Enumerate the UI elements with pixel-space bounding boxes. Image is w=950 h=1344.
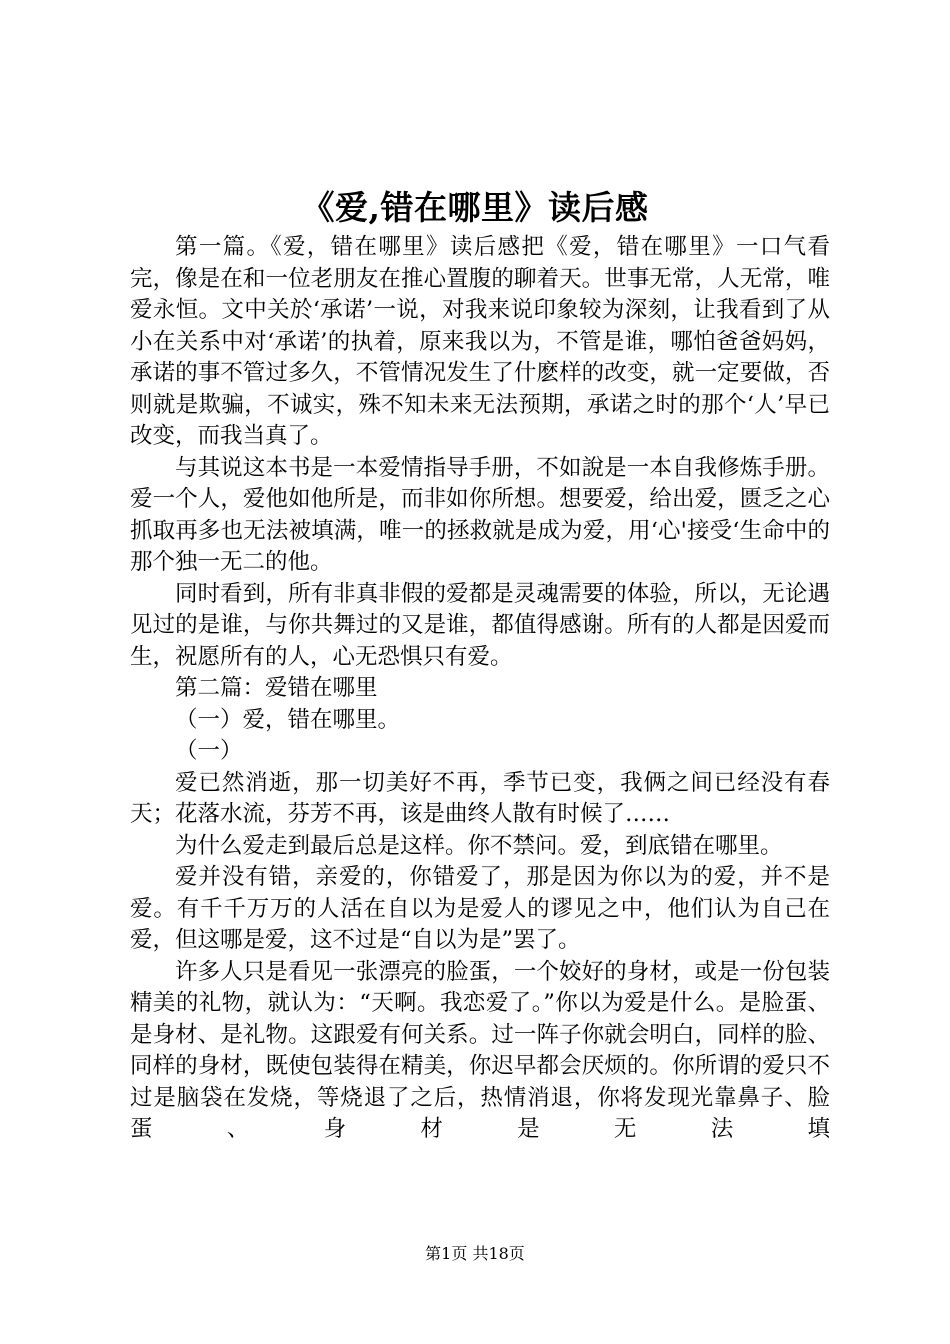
paragraph: 同时看到，所有非真非假的爱都是灵魂需要的体验，所以，无论遇见过的是谁，与你共舞过的又是谁，都值得感谢。所有的人都是因爱而生，祝愿所有的人，心无恐惧只有爱。 bbox=[130, 580, 830, 670]
subsection-heading: （一）爱，错在哪里。 bbox=[175, 706, 401, 733]
document-title: 《爱,错在哪里》读后感 bbox=[301, 188, 649, 227]
section-heading: 第二篇：爱错在哪里 bbox=[175, 675, 378, 701]
page-footer: 第1页 共18页 bbox=[425, 1244, 525, 1263]
paragraph: 与其说这本书是一本爱情指导手册，不如說是一本自我修炼手册。爱一个人，爱他如他所是，而非如你所想。想要爱，给出爱，匮乏之心抓取再多也无法被填满，唯一的拯救就是成为爱，用‘心'接受‘生命中的那个独一无二的他。 bbox=[130, 454, 830, 575]
paragraph: 爱并没有错，亲爱的，你错爱了，那是因为你以为的爱，并不是爱。有千千万万的人活在自以为是爱人的谬见之中，他们认为自己在爱，但这哪是爱，这不过是“自以为是”罢了。 bbox=[130, 864, 830, 953]
paragraph: 第一篇。《爱，错在哪里》读后感把《爱，错在哪里》一口气看完，像是在和一位老朋友在推心置腹的聊着天。世事无常，人无常，唯爱永恒。文中关於‘承诺’一说，对我来说印象较为深刻，让我看到了从小在关系中对‘承诺’的执着，原来我以为，不管是谁，哪怕爸爸妈妈，承诺的事不管过多久，不管情况发生了什麽样的改变，就一定要做，否则就是欺骗，不诚实，殊不知未来无法预期，承诺之时的那个‘人’早已改变，而我当真了。 bbox=[130, 234, 830, 449]
paragraph: 爱已然消逝，那一切美好不再，季节已变，我俩之间已经没有春天；花落水流，芬芳不再，该是曲终人散有时候了…… bbox=[130, 769, 830, 827]
document-body bbox=[130, 232, 830, 1146]
subsection-heading: （一） bbox=[175, 738, 243, 764]
paragraph: 为什么爱走到最后总是这样。你不禁问。爱，到底错在哪里。 bbox=[175, 832, 783, 859]
paragraph: 许多人只是看见一张漂亮的脸蛋，一个姣好的身材，或是一份包装精美的礼物，就认为：“天啊。我恋爱了。”你以为爱是什么。是脸蛋、是身材、是礼物。这跟爱有何关系。过一阵子你就会明白，同样的脸、同样的身材，既使包装得在精美，你迟早都会厌烦的。你所谓的爱只不过是脑袋在发烧，等烧退了之后，热情消退，你将发现光靠鼻子、脸蛋、身材是无法填 bbox=[130, 958, 830, 1142]
